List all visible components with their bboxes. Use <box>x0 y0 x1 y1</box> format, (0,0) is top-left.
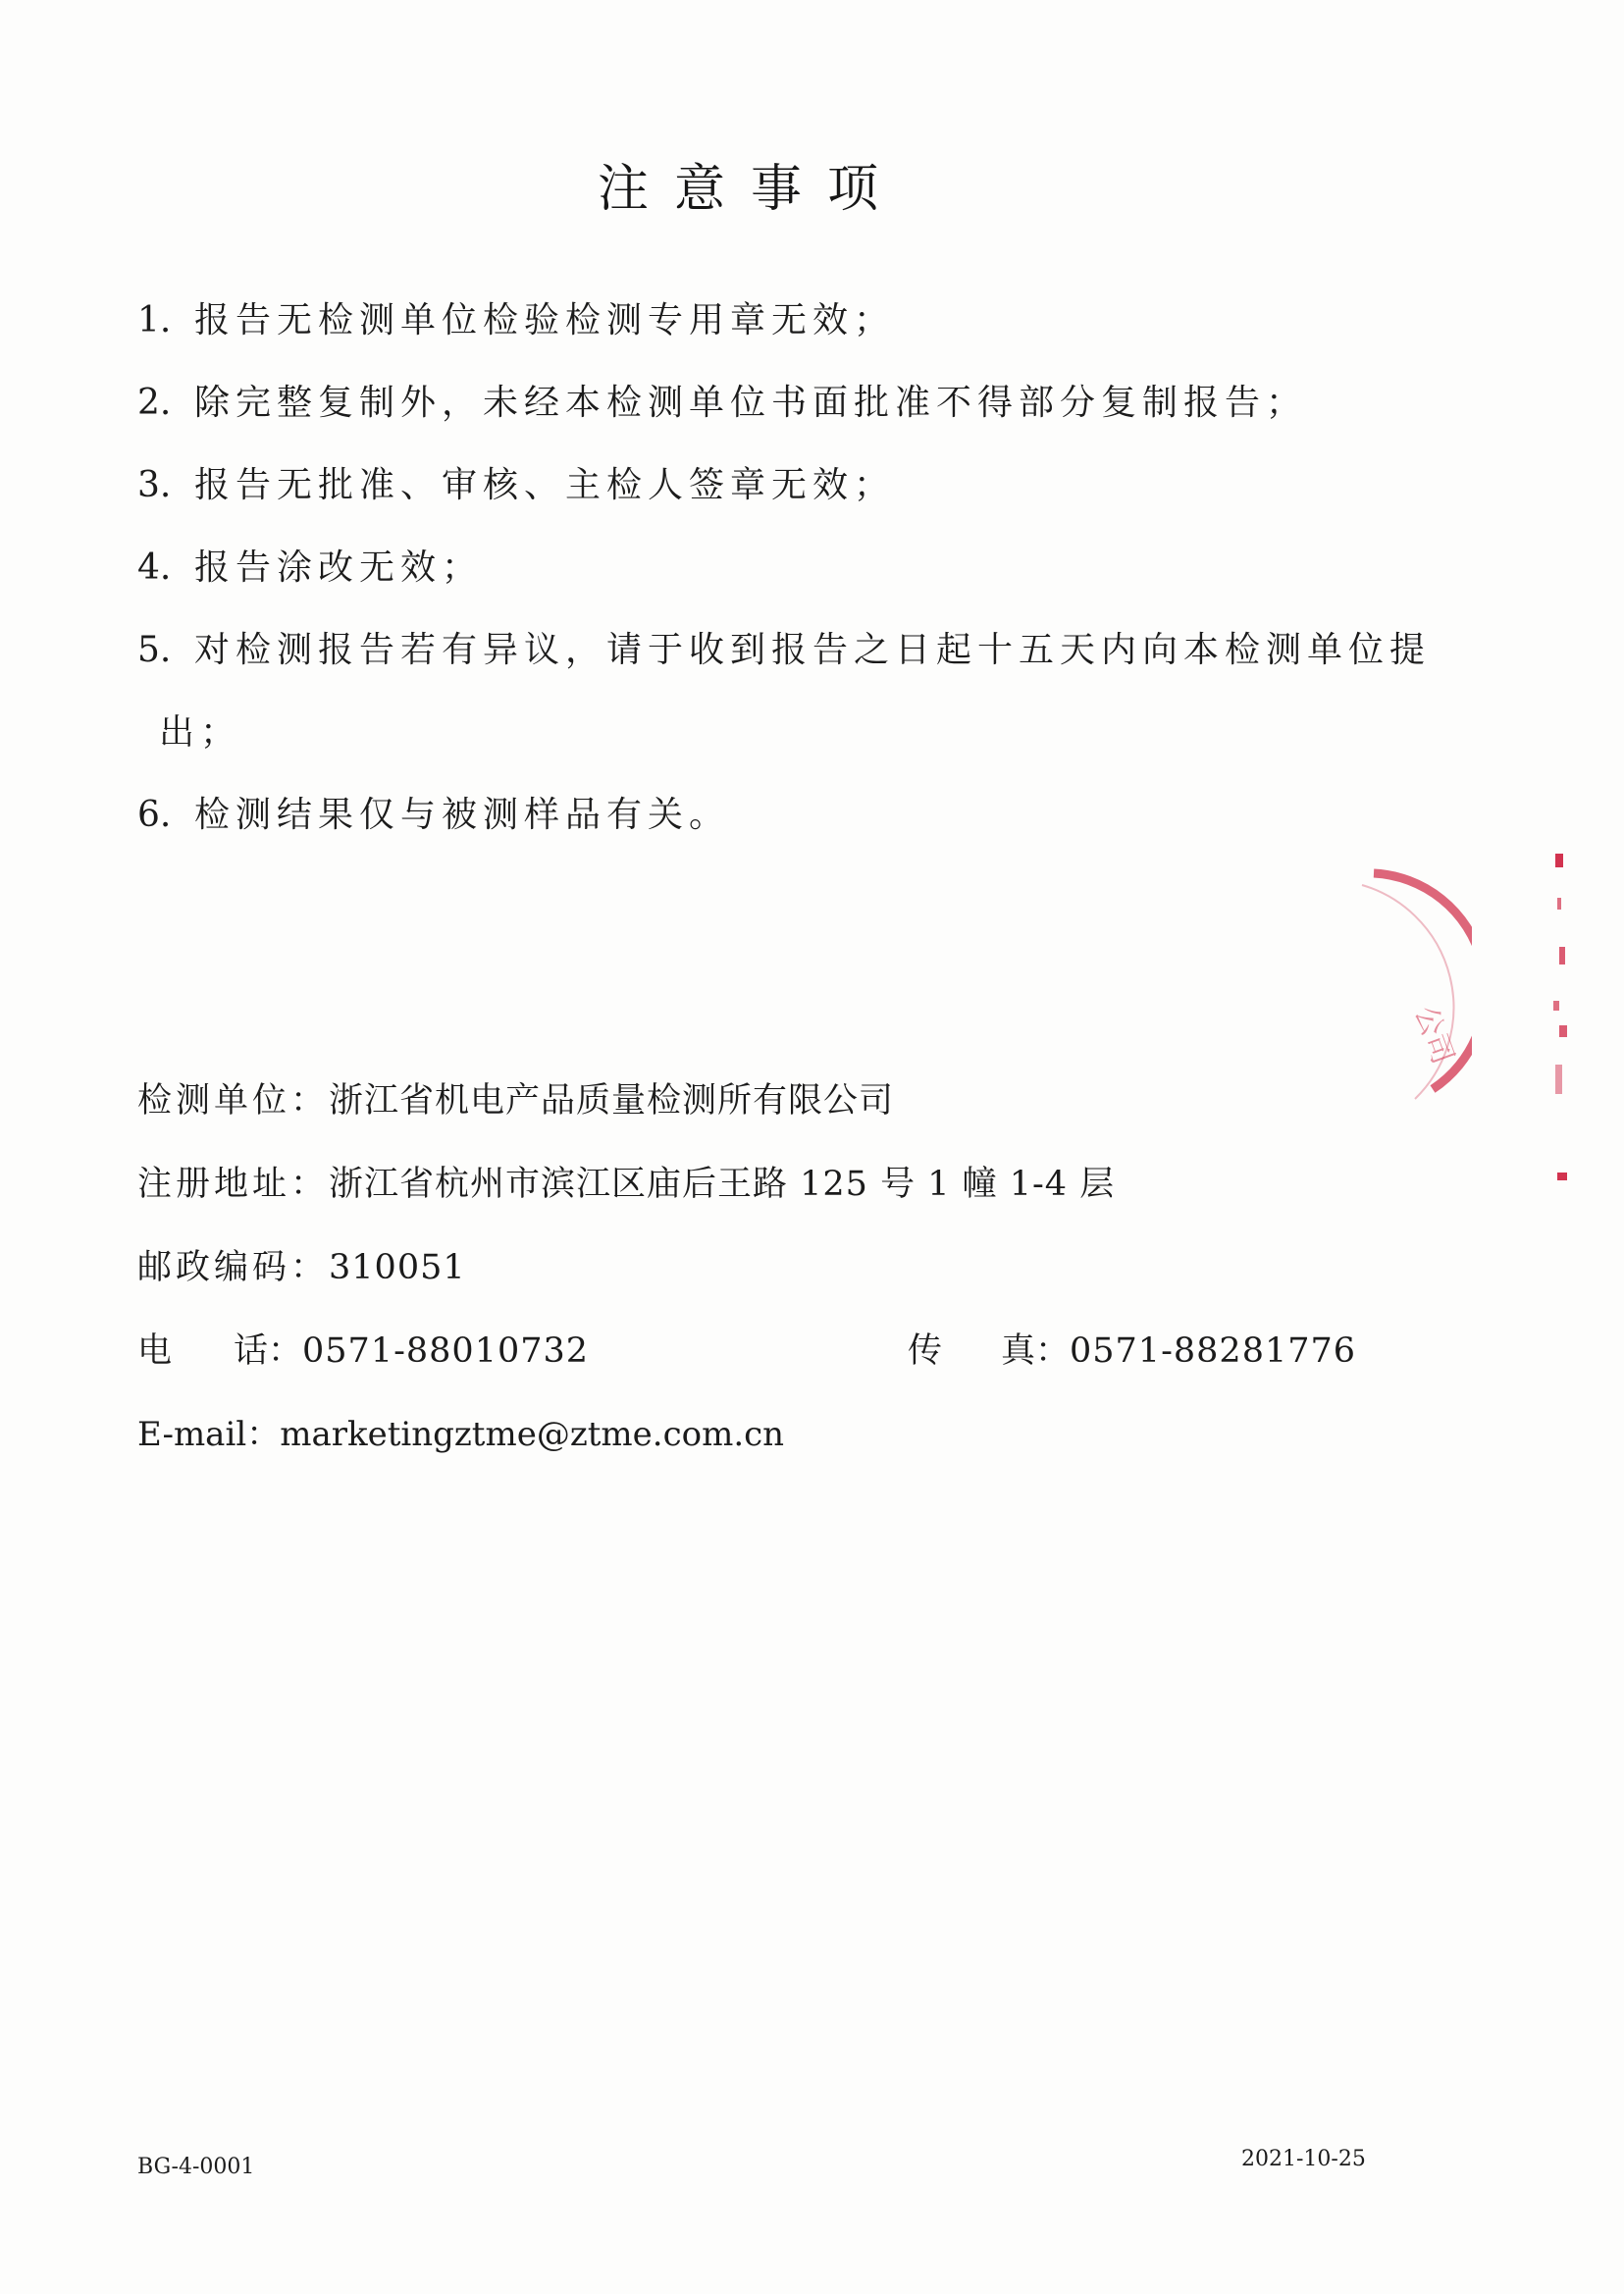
notice-text: 报告无批准、审核、主检人签章无效； <box>194 465 896 505</box>
address-label: 注册地址： <box>137 1165 330 1204</box>
notice-number: 1. <box>137 300 172 340</box>
fax-value: 0571-88281776 <box>1070 1331 1357 1371</box>
notice-text: 对检测报告若有异议，请于收到报告之日起十五天内向本检测单位提 <box>194 630 1432 670</box>
notice-item-5 <box>137 609 1432 774</box>
unit-label: 检测单位： <box>137 1081 330 1121</box>
notice-item-3 <box>137 444 1413 527</box>
phone-label: 电 话： <box>137 1331 302 1371</box>
postcode-value: 310051 <box>329 1248 466 1287</box>
page-title: 注意事项 <box>597 160 904 219</box>
notice-text: 除完整复制外，未经本检测单位书面批准不得部分复制报告； <box>194 383 1308 423</box>
document-date: 2021-10-25 <box>1241 2147 1366 2171</box>
notice-list <box>137 280 1432 857</box>
address-row <box>137 1143 1511 1226</box>
fax-field <box>908 1310 1356 1393</box>
notice-continuation: 出； <box>159 712 242 753</box>
unit-value: 浙江省机电产品质量检测所有限公司 <box>329 1081 895 1121</box>
edge-seal-icon <box>1545 854 1570 1187</box>
fax-label: 传 真： <box>908 1331 1070 1371</box>
notice-text: 报告涂改无效； <box>194 547 484 588</box>
notice-text: 检测结果仅与被测样品有关。 <box>194 795 731 835</box>
email-label: E-mail： <box>137 1415 281 1454</box>
notice-item-6 <box>137 774 1413 857</box>
seal-text: 公司 <box>1407 1001 1460 1069</box>
form-code: BG-4-0001 <box>137 2155 255 2179</box>
phone-value: 0571-88010732 <box>302 1331 590 1371</box>
notice-number: 6. <box>137 795 172 835</box>
notice-number: 5. <box>137 630 172 670</box>
notice-text: 报告无检测单位检验检测专用章无效； <box>194 300 896 340</box>
postcode-label: 邮政编码： <box>137 1248 330 1287</box>
address-value: 浙江省杭州市滨江区庙后王路 125 号 1 幢 1-4 层 <box>329 1165 1116 1204</box>
notice-item-4 <box>137 527 1413 609</box>
notice-number: 3. <box>137 465 172 505</box>
postcode-row <box>137 1226 1511 1310</box>
unit-row <box>137 1060 1511 1143</box>
company-seal-icon <box>1354 863 1472 1138</box>
notice-item-1 <box>137 280 1413 362</box>
phone-fax-row <box>137 1310 1511 1393</box>
contact-info <box>137 1060 1511 1477</box>
notice-item-2 <box>137 362 1413 444</box>
notice-number: 2. <box>137 383 172 423</box>
email-value: marketingztme@ztme.com.cn <box>280 1415 785 1454</box>
email-row <box>137 1393 1511 1477</box>
notice-number: 4. <box>137 547 172 588</box>
